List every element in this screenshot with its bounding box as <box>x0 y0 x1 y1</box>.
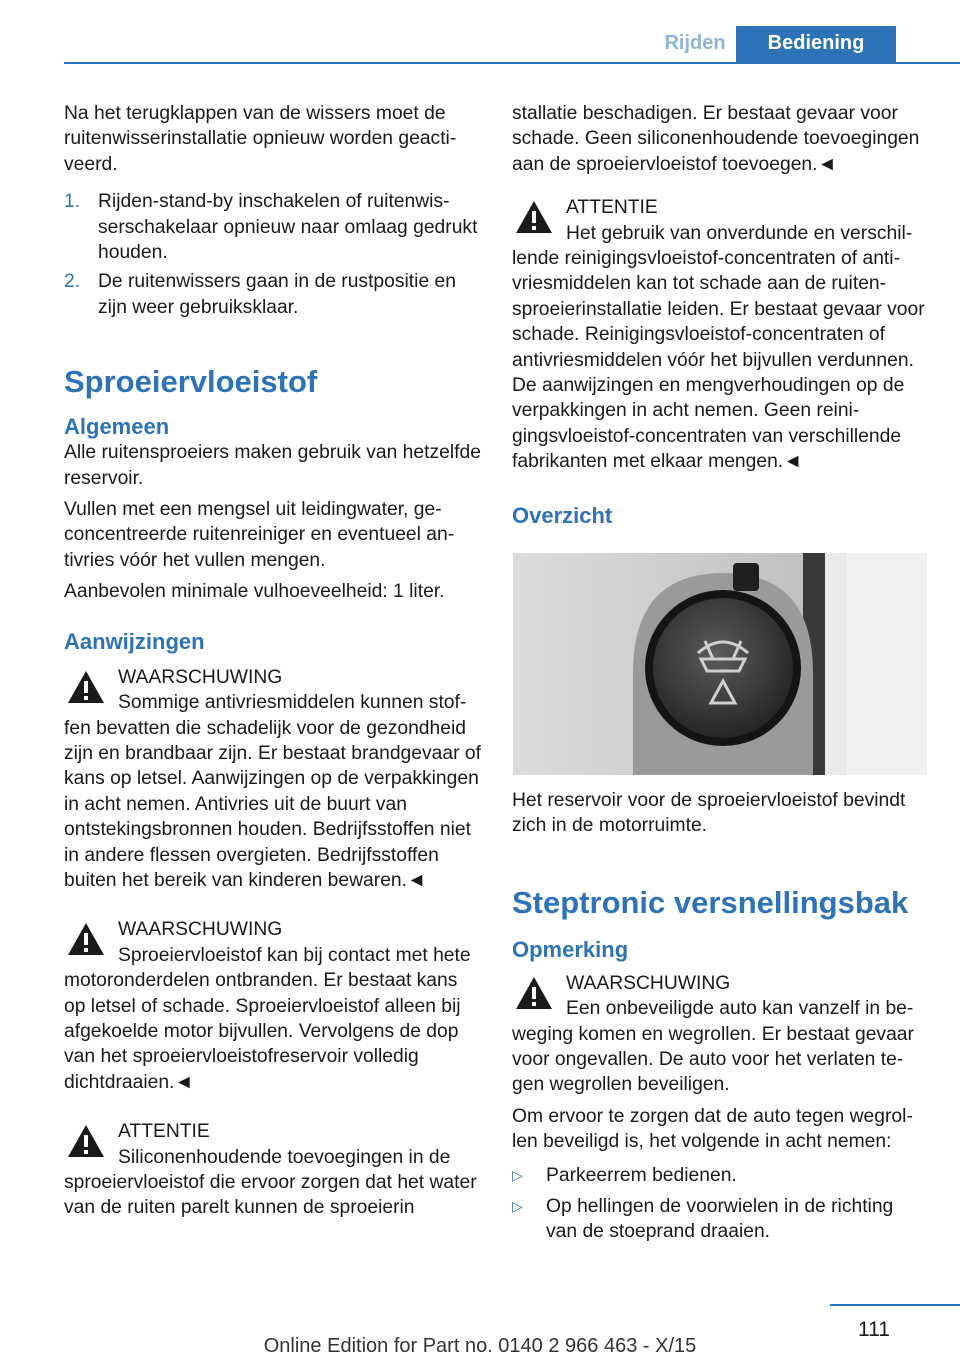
warning-block <box>64 917 482 1095</box>
warning-text: Sommige antivriesmiddelen kunnen stoffen bevatten die schadelijk voor de gezondheid zijn en brandbaar zijn. Er bestaat brandgevaar of kans op letsel. Aanwijzingen op de verpakkingen in acht nemen. Antivries uit de buurt van ontstekingsbronnen houden. Bedrijfsstoffen niet in andere flessen overgieten. Bedrijfsstoffen buiten het bereik van kinderen bewaren.◄ <box>64 692 481 891</box>
warning-text: Een onbeveiligde auto kan vanzelf in beweging komen en wegrollen. Er bestaat gevaar voor ongevallen. De auto voor het verlaten tegen wegrollen beveiligen. <box>512 998 914 1096</box>
warning-triangle-icon <box>66 1123 106 1159</box>
right-column-lower <box>512 788 928 1245</box>
page-header <box>64 26 960 64</box>
subsection-title-overzicht: Overzicht <box>512 502 613 528</box>
attention-block <box>512 195 928 474</box>
left-column <box>64 101 482 1221</box>
footer-edition: Online Edition for Part no. 0140 2 966 463 - X/15 <box>263 1335 697 1357</box>
bullet-marker: ▷ <box>512 1198 523 1215</box>
subsection-title-opmerking: Opmerking <box>512 936 629 962</box>
footer-rule <box>830 1304 960 1306</box>
warning-triangle-icon <box>66 669 106 705</box>
warning-triangle-icon <box>66 921 106 957</box>
section-title-steptronic: Steptronic versnellingsbak <box>512 884 909 920</box>
warning-text: Sproeiervloeistof kan bij contact met hete motoronderdelen ontbranden. Er bestaat kans op letsel of schade. Sproeiervloeistof alleen bij afgekoelde motor bijvullen. Vervolgens de dop van het sproeiervloeistofreservoir volledig dichtdraaien.◄ <box>64 944 471 1093</box>
warning-title: WAARSCHUWING <box>566 972 731 994</box>
warning-triangle-icon <box>514 975 554 1011</box>
attention-text: Siliconenhoudende toevoegingen in de sproeiervloeistof die ervoor zorgen dat het water van de ruiten parelt kunnen de sproeierin <box>64 1146 477 1219</box>
subsection-title-aanwijzingen: Aanwijzingen <box>64 628 205 654</box>
step-item <box>64 189 482 265</box>
warning-block <box>512 971 928 1098</box>
warning-triangle-icon <box>514 199 554 235</box>
list-item <box>512 1194 928 1245</box>
paragraph: Om ervoor te zorgen dat de auto tegen wegrollen beveiligd is, het volgende in acht nemen: <box>512 1105 913 1153</box>
subsection-title-algemeen: Algemeen <box>64 414 170 440</box>
step-text: Rijden-stand-by inschakelen of ruitenwisserschakelaar opnieuw naar omlaag gedrukt houden. <box>98 191 478 264</box>
step-text: De ruitenwissers gaan in de rustpositie en zijn weer gebruiksklaar. <box>98 271 456 318</box>
list-item-text: Parkeerrem bedienen. <box>546 1164 737 1186</box>
section-title-sproeiervloeistof: Sproeiervloeistof <box>64 364 318 400</box>
paragraph: Aanbevolen minimale vulhoeveelheid: 1 liter. <box>64 581 445 603</box>
list-item <box>512 1163 928 1188</box>
attention-title: ATTENTIE <box>566 197 658 219</box>
paragraph: Alle ruitensproeiers maken gebruik van hetzelfde reservoir. <box>64 442 481 489</box>
tab-rijden[interactable]: Rijden <box>664 32 726 54</box>
step-item <box>64 269 482 320</box>
attention-block <box>64 1119 482 1221</box>
attention-title: ATTENTIE <box>118 1121 210 1143</box>
step-number: 2. <box>64 271 81 293</box>
page-number: 111 <box>858 1318 890 1341</box>
reservoir-cap-photo <box>513 553 927 775</box>
warning-block <box>64 665 482 894</box>
attention-text: Het gebruik van onverdunde en verschillende reinigingsvloeistof-concentraten of antivriesmiddelen kan tot schade aan de ruitensproeierinstallatie leiden. Er bestaat gevaar voor schade. Reinigingsvloeistof-concentraten of antivriesmiddelen vóór het bijvullen verdunnen. De aanwijzingen en mengverhoudingen op de verpakkingen in acht nemen. Geen reinigingsvloeistof-concentraten van verschillende fabrikanten met elkaar mengen.◄ <box>512 222 925 473</box>
bullet-marker: ▷ <box>512 1166 523 1183</box>
warning-title: WAARSCHUWING <box>118 666 283 688</box>
right-column <box>512 101 928 529</box>
list-item-text: Op hellingen de voorwielen in de richting van de stoeprand draaien. <box>546 1196 894 1243</box>
photo-caption: Het reservoir voor de sproeiervloeistof bevindt zich in de motorruimte. <box>512 790 906 837</box>
tab-bediening[interactable]: Bediening <box>736 26 896 62</box>
step-number: 1. <box>64 191 81 213</box>
warning-title: WAARSCHUWING <box>118 919 283 941</box>
continued-paragraph: stallatie beschadigen. Er bestaat gevaar voor schade. Geen siliconenhoudende toevoegingen aan de sproeiervloeistof toevoegen.◄ <box>512 103 920 175</box>
paragraph: Vullen met een mengsel uit leidingwater, geconcentreerde ruitenreiniger en eventueel antivries vóór het vullen mengen. <box>64 499 455 571</box>
intro-paragraph: Na het terugklappen van de wissers moet de ruitenwisserinstallatie opnieuw worden geactiveerd. <box>64 103 457 175</box>
